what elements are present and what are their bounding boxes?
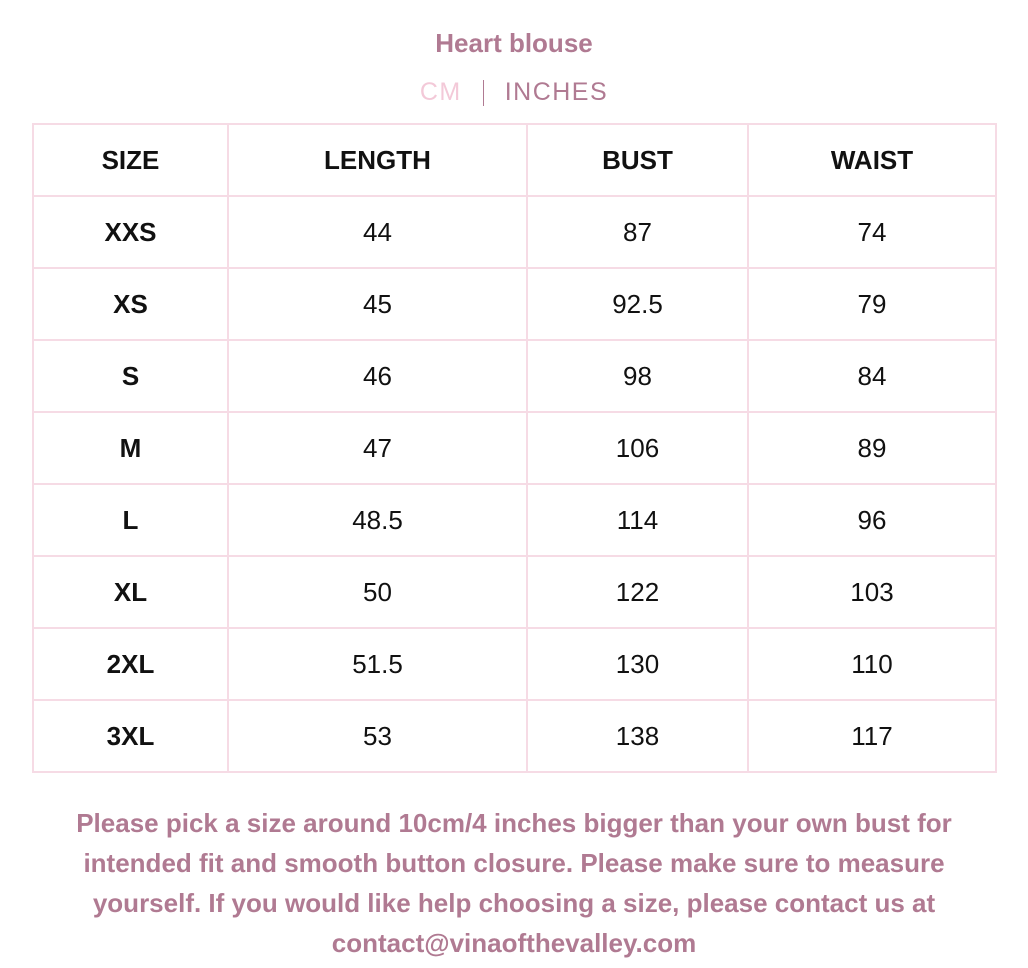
header-waist: WAIST <box>748 124 996 196</box>
table-row <box>33 340 996 412</box>
sizing-note-line: Please pick a size around 10cm/4 inches bigger than your own bust for <box>76 808 952 838</box>
header-size: SIZE <box>33 124 228 196</box>
table-row <box>33 700 996 772</box>
size-cell: L <box>33 484 228 556</box>
size-cell: M <box>33 412 228 484</box>
unit-toggle <box>0 78 1028 107</box>
size-cell: XL <box>33 556 228 628</box>
unit-divider <box>483 80 484 106</box>
unit-cm-option[interactable]: CM <box>419 78 462 106</box>
header-length: LENGTH <box>228 124 527 196</box>
length-cell: 48.5 <box>228 484 527 556</box>
length-cell: 46 <box>228 340 527 412</box>
bust-cell: 130 <box>527 628 748 700</box>
length-cell: 51.5 <box>228 628 527 700</box>
table-row <box>33 268 996 340</box>
product-title: Heart blouse <box>435 28 593 58</box>
length-cell: 50 <box>228 556 527 628</box>
waist-cell: 117 <box>748 700 996 772</box>
unit-inches-option[interactable]: INCHES <box>504 78 609 106</box>
size-cell: 2XL <box>33 628 228 700</box>
table-row <box>33 412 996 484</box>
bust-cell: 98 <box>527 340 748 412</box>
waist-cell: 79 <box>748 268 996 340</box>
length-cell: 45 <box>228 268 527 340</box>
bust-cell: 114 <box>527 484 748 556</box>
length-cell: 44 <box>228 196 527 268</box>
header-bust: BUST <box>527 124 748 196</box>
size-cell: S <box>33 340 228 412</box>
waist-cell: 89 <box>748 412 996 484</box>
table-row <box>33 196 996 268</box>
table-row <box>33 484 996 556</box>
waist-cell: 84 <box>748 340 996 412</box>
table-row <box>33 556 996 628</box>
bust-cell: 92.5 <box>527 268 748 340</box>
waist-cell: 96 <box>748 484 996 556</box>
size-chart-table <box>32 123 997 773</box>
sizing-note <box>30 803 998 963</box>
length-cell: 47 <box>228 412 527 484</box>
bust-cell: 138 <box>527 700 748 772</box>
table-row <box>33 628 996 700</box>
waist-cell: 110 <box>748 628 996 700</box>
bust-cell: 87 <box>527 196 748 268</box>
waist-cell: 74 <box>748 196 996 268</box>
contact-email-link[interactable]: contact@vinaofthevalley.com <box>331 928 697 958</box>
sizing-note-line: intended fit and smooth button closure. Please make sure to measure <box>83 848 945 878</box>
sizing-note-line: yourself. If you would like help choosing a size, please contact us at <box>92 888 936 918</box>
bust-cell: 106 <box>527 412 748 484</box>
table-header-row <box>33 124 996 196</box>
waist-cell: 103 <box>748 556 996 628</box>
length-cell: 53 <box>228 700 527 772</box>
size-cell: 3XL <box>33 700 228 772</box>
size-cell: XS <box>33 268 228 340</box>
bust-cell: 122 <box>527 556 748 628</box>
size-cell: XXS <box>33 196 228 268</box>
